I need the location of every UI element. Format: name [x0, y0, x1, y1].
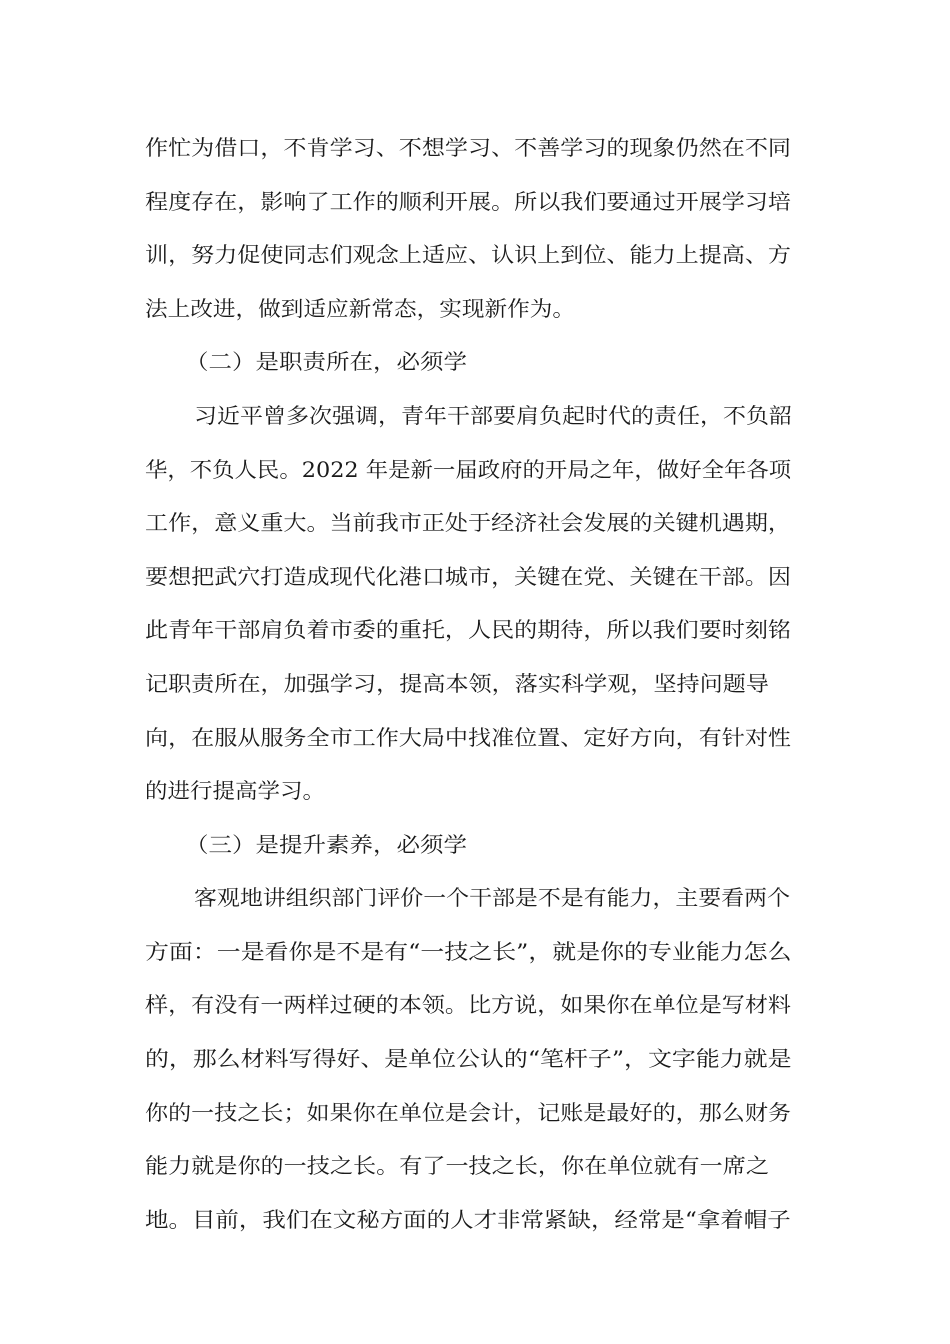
- body-line: [0, 932, 950, 972]
- line-text: 你的一技之长；如果你在单位是会计，记账是最好的，那么财务: [145, 1101, 791, 1125]
- line-text: 客观地讲组织部门评价一个干部是不是有能力，主要看两个: [194, 886, 790, 910]
- heading-text: （二）是职责所在，必须学: [185, 350, 467, 374]
- line-text: 要想把武穴打造成现代化港口城市，关键在党、关键在干部。因: [145, 565, 791, 589]
- body-line: [0, 1039, 950, 1079]
- body-line: [0, 1200, 950, 1240]
- line-text: 程度存在，影响了工作的顺利开展。所以我们要通过开展学习培: [145, 190, 791, 214]
- line-text: 能力就是你的一技之长。有了一技之长，你在单位就有一席之: [145, 1154, 769, 1178]
- body-line: [0, 878, 950, 918]
- body-line: [0, 718, 950, 758]
- body-line: [0, 610, 950, 650]
- heading-text: （三）是提升素养，必须学: [185, 833, 467, 857]
- body-line: [0, 985, 950, 1025]
- line-text: 的，那么材料写得好、是单位公认的“笔杆子”，文字能力就是: [145, 1047, 792, 1071]
- body-line: [0, 396, 950, 436]
- body-line: [0, 128, 950, 168]
- line-text: 方面：一是看你是不是有“一技之长”，就是你的专业能力怎么: [145, 940, 792, 964]
- section-heading: [0, 342, 950, 382]
- line-text: 作忙为借口，不肯学习、不想学习、不善学习的现象仍然在不同: [145, 136, 791, 160]
- body-line: [0, 557, 950, 597]
- body-line: [0, 1146, 950, 1186]
- body-line: [0, 1093, 950, 1133]
- line-text: 记职责所在，加强学习，提高本领，落实科学观，坚持问题导: [145, 672, 769, 696]
- line-text: 习近平曾多次强调，青年干部要肩负起时代的责任，不负韶: [194, 404, 792, 428]
- line-text: 训，努力促使同志们观念上适应、认识上到位、能力上提高、方: [145, 243, 791, 267]
- line-text: 法上改进，做到适应新常态，实现新作为。: [145, 297, 575, 321]
- line-text: 向，在服从服务全市工作大局中找准位置、定好方向，有针对性: [145, 726, 791, 750]
- line-text: 的进行提高学习。: [145, 779, 325, 803]
- body-line: [0, 771, 950, 811]
- body-line: [0, 664, 950, 704]
- line-text: 此青年干部肩负着市委的重托，人民的期待，所以我们要时刻铭: [145, 618, 791, 642]
- line-text: 样，有没有一两样过硬的本领。比方说，如果你在单位是写材料: [145, 993, 791, 1017]
- line-text: 工作，意义重大。当前我市正处于经济社会发展的关键机遇期，: [145, 511, 791, 535]
- line-text: 地。目前，我们在文秘方面的人才非常紧缺，经常是“拿着帽子: [145, 1208, 791, 1232]
- body-line: [0, 289, 950, 329]
- body-line: [0, 503, 950, 543]
- section-heading: [0, 825, 950, 865]
- body-line: [0, 235, 950, 275]
- body-line: [0, 182, 950, 222]
- line-text: 华，不负人民。2022 年是新一届政府的开局之年，做好全年各项: [145, 458, 792, 482]
- body-line: [0, 450, 950, 490]
